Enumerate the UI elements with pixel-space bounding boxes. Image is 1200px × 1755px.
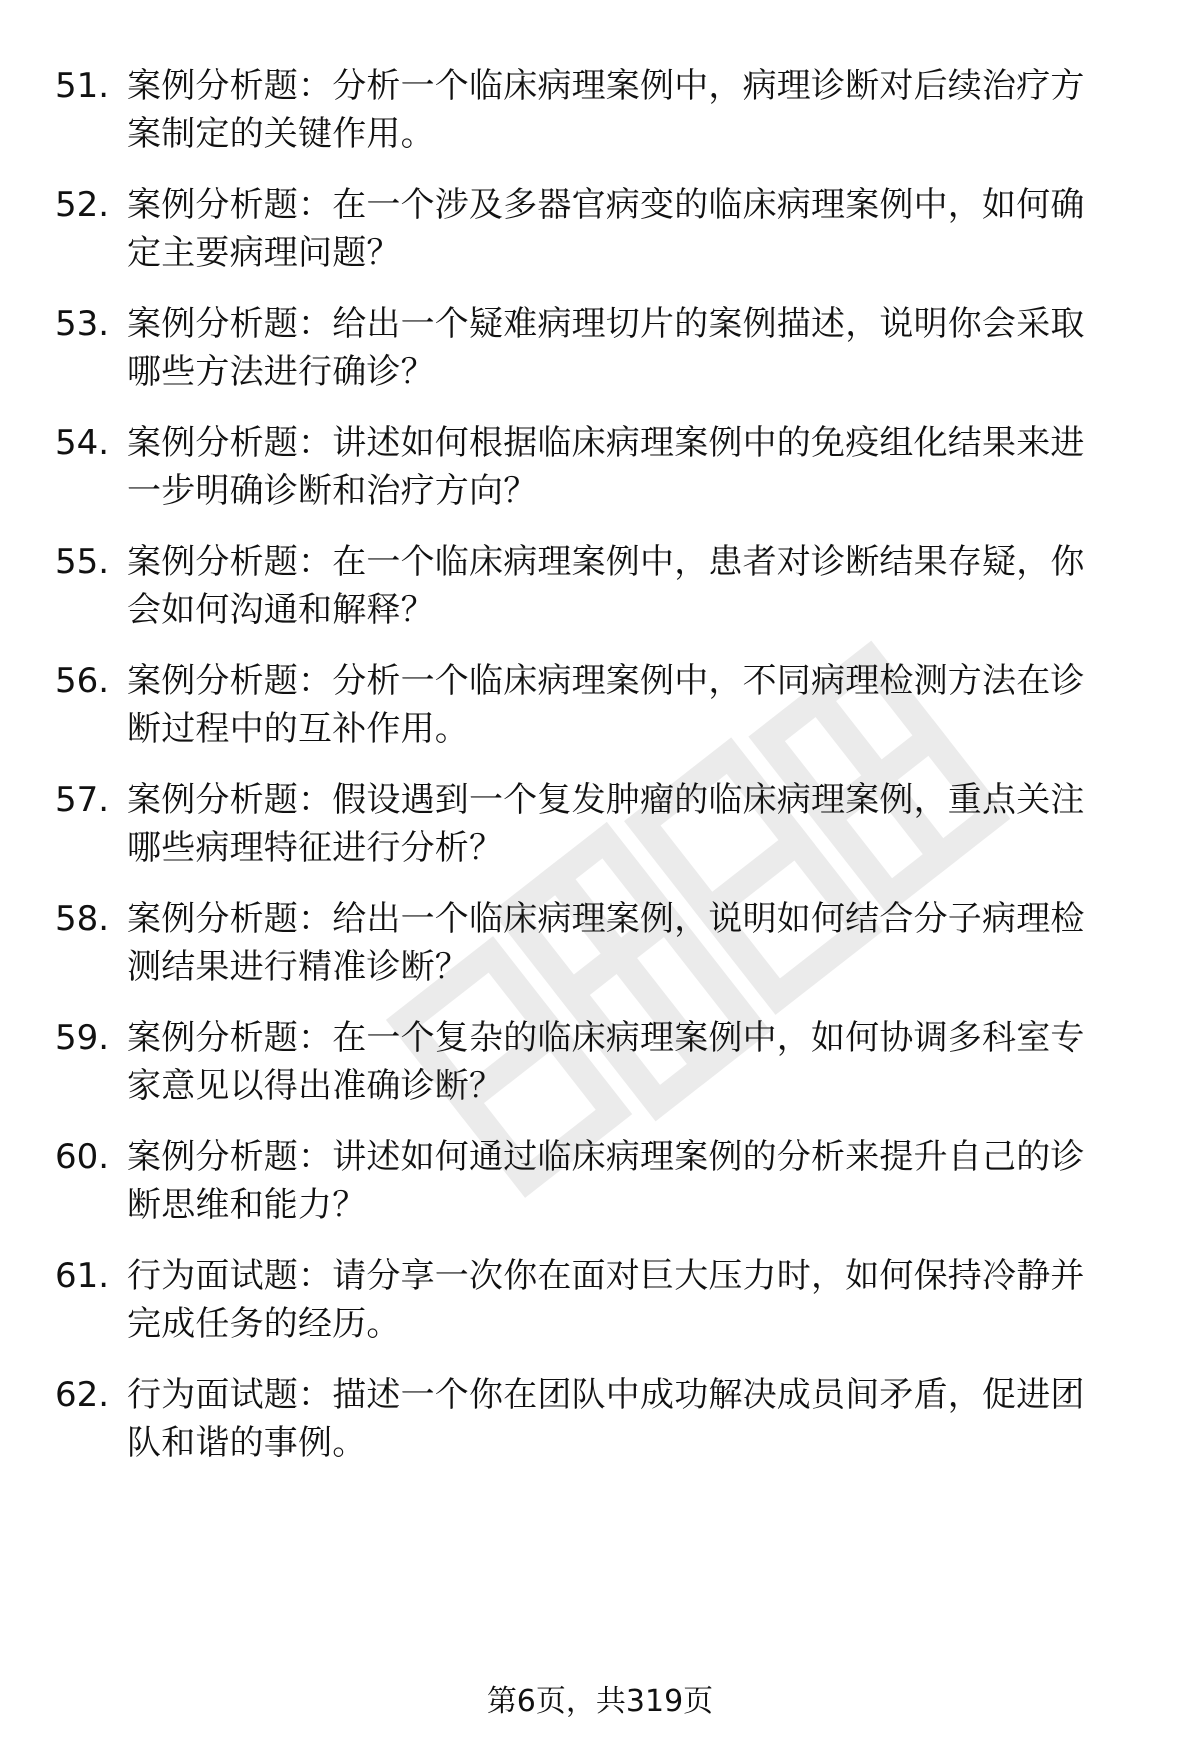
question-number: 58. xyxy=(55,899,110,939)
page-number-footer: 第6页，共319页 xyxy=(486,1684,714,1719)
question-number: 54. xyxy=(55,423,110,463)
question-number: 61. xyxy=(55,1256,110,1296)
question-item xyxy=(55,536,1155,656)
question-item xyxy=(55,655,1155,775)
question-text-line1: 案例分析题：给出一个临床病理案例，说明如何结合分子病理检 xyxy=(127,899,1085,939)
question-text-line1: 案例分析题：给出一个疑难病理切片的案例描述，说明你会采取 xyxy=(127,304,1085,344)
question-item xyxy=(55,1250,1155,1370)
question-item xyxy=(55,179,1155,299)
question-text-line2: 会如何沟通和解释？ xyxy=(127,590,435,630)
question-number: 57. xyxy=(55,780,110,820)
question-text-line1: 案例分析题：在一个复杂的临床病理案例中，如何协调多科室专 xyxy=(127,1018,1085,1058)
question-text-line2: 完成任务的经历。 xyxy=(127,1304,401,1344)
question-text-line1: 行为面试题：请分享一次你在面对巨大压力时，如何保持冷静并 xyxy=(127,1256,1085,1296)
question-text-line2: 案制定的关键作用。 xyxy=(127,114,435,154)
question-text-line1: 案例分析题：分析一个临床病理案例中，病理诊断对后续治疗方 xyxy=(127,66,1085,106)
question-text-line1: 案例分析题：讲述如何通过临床病理案例的分析来提升自己的诊 xyxy=(127,1137,1085,1177)
question-text-line2: 家意见以得出准确诊断？ xyxy=(127,1066,504,1106)
question-number: 51. xyxy=(55,66,110,106)
question-item xyxy=(55,1369,1155,1489)
question-text-line2: 断思维和能力？ xyxy=(127,1185,367,1225)
question-text-line2: 定主要病理问题？ xyxy=(127,233,401,273)
question-text-line2: 哪些病理特征进行分析？ xyxy=(127,828,504,868)
question-item xyxy=(55,298,1155,418)
question-text-line2: 一步明确诊断和治疗方向？ xyxy=(127,471,538,511)
question-number: 55. xyxy=(55,542,110,582)
question-number: 52. xyxy=(55,185,110,225)
question-number: 53. xyxy=(55,304,110,344)
question-text-line2: 队和谐的事例。 xyxy=(127,1423,367,1463)
question-item xyxy=(55,893,1155,1013)
question-text-line1: 案例分析题：讲述如何根据临床病理案例中的免疫组化结果来进 xyxy=(127,423,1085,463)
question-text-line2: 测结果进行精准诊断？ xyxy=(127,947,469,987)
question-number: 56. xyxy=(55,661,110,701)
question-text-line1: 案例分析题：在一个临床病理案例中，患者对诊断结果存疑，你 xyxy=(127,542,1085,582)
question-item xyxy=(55,417,1155,537)
question-text-line1: 案例分析题：在一个涉及多器官病变的临床病理案例中，如何确 xyxy=(127,185,1085,225)
question-text-line2: 哪些方法进行确诊？ xyxy=(127,352,435,392)
question-item xyxy=(55,774,1155,894)
question-text-line1: 行为面试题：描述一个你在团队中成功解决成员间矛盾，促进团 xyxy=(127,1375,1085,1415)
question-text-line2: 断过程中的互补作用。 xyxy=(127,709,469,749)
question-number: 60. xyxy=(55,1137,110,1177)
question-item xyxy=(55,1012,1155,1132)
question-number: 59. xyxy=(55,1018,110,1058)
question-text-line1: 案例分析题：假设遇到一个复发肿瘤的临床病理案例，重点关注 xyxy=(127,780,1085,820)
question-item xyxy=(55,1131,1155,1251)
question-number: 62. xyxy=(55,1375,110,1415)
question-text-line1: 案例分析题：分析一个临床病理案例中，不同病理检测方法在诊 xyxy=(127,661,1085,701)
question-item xyxy=(55,60,1155,180)
